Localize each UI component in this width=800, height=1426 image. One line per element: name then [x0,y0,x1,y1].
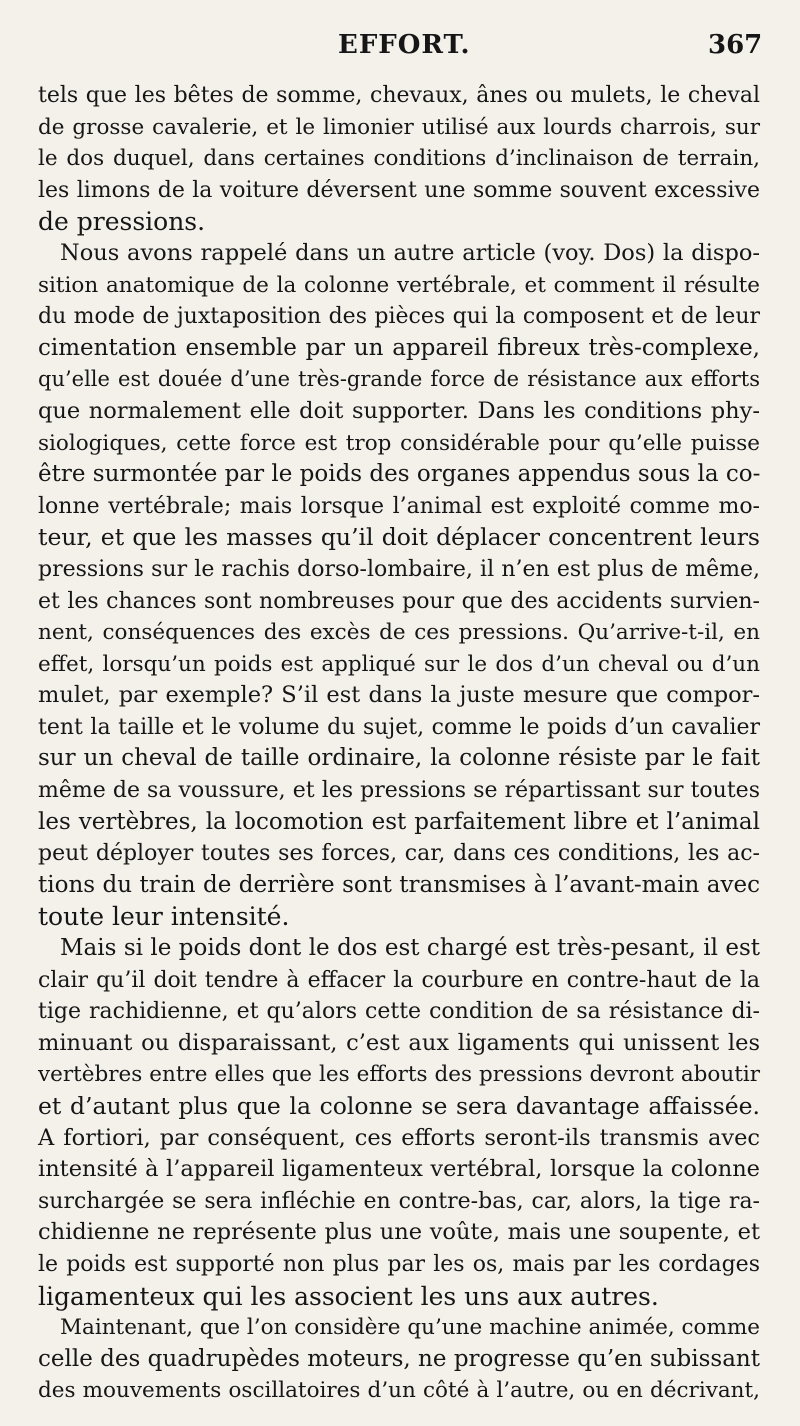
text-line: pressions sur le rachis dorso-lombaire, il n’en est plus de même, [38,556,760,582]
text-line: et les chances sont nombreuses pour que des accidents survien- [38,588,760,614]
text-line: ligamenteux qui les associent les uns aux autres. [38,1281,659,1311]
text-line: Nous avons rappelé dans un autre article (voy. Dos) la dispo- [60,239,760,266]
text-line: surchargée se sera infléchie en contre-bas, car, alors, la tige ra- [38,1188,760,1214]
text-line: teur, et que les masses qu’il doit déplacer concentrent leurs [38,523,760,552]
text-line: A fortiori, par conséquent, ces efforts seront-ils transmis avec [38,1124,760,1151]
text-line: qu’elle est douée d’une très-grande force de résistance aux efforts [38,367,760,392]
text-line: du mode de juxtaposition des pièces qui la composent et de leur [38,304,760,330]
text-line: le poids est supporté non plus par les os, mais par les cordages [38,1251,760,1277]
text-line: tent la taille et le volume du sujet, comme le poids d’un cavalier [38,714,760,740]
text-line: les limons de la voiture déversent une somme souvent excessive [38,177,760,203]
text-line: et d’autant plus que la colonne se sera davantage affaissée. [38,1092,760,1120]
text-line: celle des quadrupèdes moteurs, ne progresse qu’en subissant [38,1345,760,1372]
text-line: minuant ou disparaissant, c’est aux ligaments qui unissent les [38,1029,760,1056]
text-line: de pressions. [38,207,206,237]
text-line: des mouvements oscillatoires d’un côté à l’autre, ou en décrivant, [38,1378,760,1404]
text-line: le dos duquel, dans certaines conditions d’inclinaison de terrain, [38,146,760,172]
text-line: Maintenant, que l’on considère qu’une machine animée, comme [60,1315,760,1341]
text-line: même de sa voussure, et les pressions se répartissant sur toutes [38,778,760,804]
text-line: lonne vertébrale; mais lorsque l’animal est exploité comme mo- [38,493,760,519]
text-line: cimentation ensemble par un appareil fibreux très-complexe, [38,334,760,361]
text-line: intensité à l’appareil ligamenteux vertébral, lorsque la colonne [38,1156,760,1183]
text-line: sition anatomique de la colonne vertébrale, et comment il résulte [38,272,760,298]
text-line: tels que les bêtes de somme, chevaux, ânes ou mulets, le cheval [38,83,760,108]
text-line: peut déployer toutes ses forces, car, dans ces conditions, les ac- [38,841,760,867]
text-line: vertèbres entre elles que les efforts des pressions devront aboutir [38,1062,760,1088]
text-line: toute leur intensité. [38,902,290,932]
text-line: clair qu’il doit tendre à effacer la courbure en contre-haut de la [38,967,760,993]
text-line: de grosse cavalerie, et le limonier utilisé aux lourds charrois, sur [38,114,760,140]
text-line: tions du train de derrière sont transmises à l’avant-main avec [38,871,760,898]
text-line: que normalement elle doit supporter. Dans les conditions phy- [38,397,760,424]
text-line: effet, lorsqu’un poids est appliqué sur le dos d’un cheval ou d’un [38,651,760,677]
page-number: 367 [708,30,763,60]
text-line: chidienne ne représente plus une voûte, mais une soupente, et [38,1219,760,1246]
text-line: tige rachidienne, et qu’alors cette condition de sa résistance di- [38,999,760,1025]
text-line: les vertèbres, la locomotion est parfaitement libre et l’animal [38,808,760,835]
text-line: sur un cheval de taille ordinaire, la colonne résiste par le fait [38,745,760,772]
text-line: siologiques, cette force est trop considérable pour qu’elle puisse [38,430,760,456]
text-line: Mais si le poids dont le dos est chargé est très-pesant, il est [60,935,760,962]
body-text [38,80,760,1407]
text-line: nent, conséquences des excès de ces pressions. Qu’arrive-t-il, en [38,620,760,646]
running-head [0,30,800,66]
text-line: être surmontée par le poids des organes appendus sous la co- [38,461,761,488]
page-title: EFFORT. [338,30,471,60]
text-line: mulet, par exemple? S’il est dans la juste mesure que compor- [38,682,760,709]
